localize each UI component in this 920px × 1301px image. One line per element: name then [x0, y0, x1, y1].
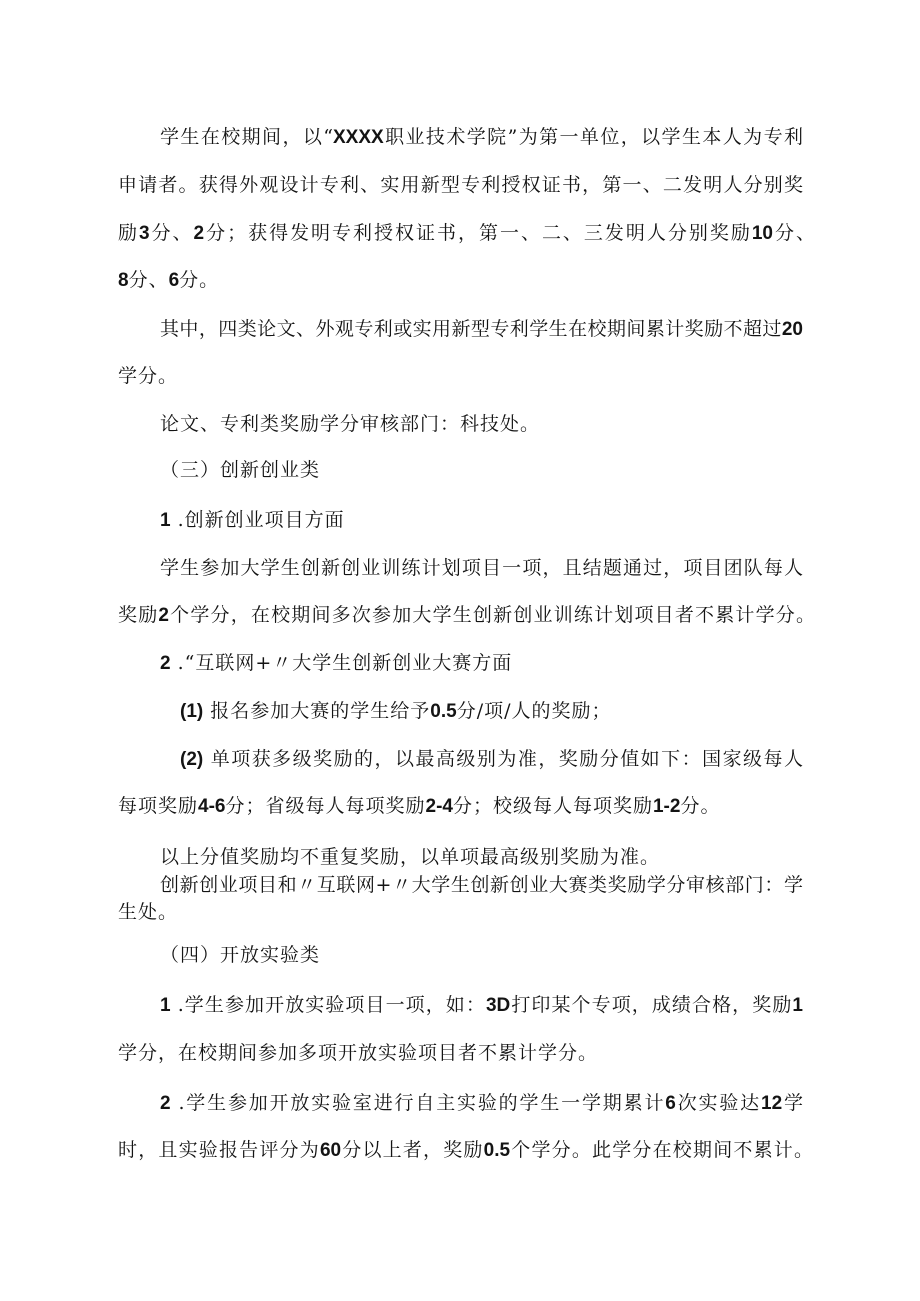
emphasis-text: 2 — [193, 223, 205, 244]
emphasis-text: 3D — [485, 995, 511, 1016]
body-text-line: 申请者。获得外观设计专利、实用新型专利授权证书，第一、二发明人分别奖 — [118, 174, 803, 196]
body-text-line: 其中，四类论文、外观专利或实用新型专利学生在校期间累计奖励不超过20 — [160, 318, 803, 340]
emphasis-text: 12 — [761, 1093, 783, 1114]
body-text-line: 学生参加大学生创新创业训练计划项目一项，且结题通过，项目团队每人 — [160, 557, 803, 579]
emphasis-text: 10 — [751, 223, 773, 244]
body-text-line: 8分、6分。 — [118, 269, 220, 291]
emphasis-text: 4-6 — [198, 796, 226, 817]
emphasis-text: (2) — [180, 749, 204, 770]
body-text-line: 学生在校期间，以“XXXX职业技术学院”为第一单位，以学生本人为专利 — [160, 126, 804, 148]
emphasis-text: 2 — [160, 653, 171, 674]
item-title: 2 .“互联网+〃大学生创新创业大赛方面 — [160, 652, 513, 674]
emphasis-text: 8 — [118, 270, 129, 291]
emphasis-text: 3 — [139, 223, 150, 244]
item-title: 1 .创新创业项目方面 — [160, 509, 345, 531]
emphasis-text: 6 — [665, 1093, 676, 1114]
body-text-line: 学分，在校期间参加多项开放实验项目者不累计学分。 — [118, 1042, 599, 1064]
rule-line: (1) 报名参加大赛的学生给予0.5分/项/人的奖励； — [180, 700, 612, 722]
review-department-note: 论文、专利类奖励学分审核部门：科技处。 — [160, 413, 541, 435]
emphasis-text: 0.5 — [430, 701, 457, 722]
section-heading: （三）创新创业类 — [160, 459, 321, 481]
emphasis-text: 1-2 — [652, 796, 681, 817]
emphasis-text: 20 — [781, 319, 803, 340]
body-text-line: 2 .学生参加开放实验室进行自主实验的学生一学期累计6次实验达12学 — [160, 1092, 803, 1114]
body-text-line: 以上分值奖励均不重复奖励，以单项最高级别奖励为准。 — [160, 846, 661, 868]
section-heading: （四）开放实验类 — [160, 944, 321, 966]
emphasis-text: (1) — [180, 701, 204, 722]
body-text-line: 学分。 — [118, 365, 179, 387]
body-text-line: 时，且实验报告评分为60分以上者，奖励0.5个学分。此学分在校期间不累计。 — [118, 1139, 813, 1161]
emphasis-text: 2 — [158, 605, 169, 626]
emphasis-text: 6 — [168, 270, 180, 291]
emphasis-text: 2-4 — [425, 796, 453, 817]
body-text-line: 奖励2个学分，在校期间多次参加大学生创新创业训练计划项目者不累计学分。 — [118, 604, 815, 626]
review-department-note: 创新创业项目和〃互联网+〃大学生创新创业大赛类奖励学分审核部门：学 — [160, 874, 803, 896]
rule-line: (2) 单项获多级奖励的，以最高级别为准，奖励分值如下：国家级每人 — [180, 748, 803, 770]
emphasis-text: 0.5 — [483, 1140, 511, 1161]
emphasis-text: XXXX — [333, 127, 384, 148]
emphasis-text: 1 — [160, 510, 171, 531]
rule-line: 每项奖励4-6分；省级每人每项奖励2-4分；校级每人每项奖励1-2分。 — [118, 795, 721, 817]
review-department-note: 生处。 — [118, 901, 179, 923]
body-text-line: 励3分、2分；获得发明专利授权证书，第一、二、三发明人分别奖励10分、 — [118, 222, 815, 244]
body-text-line: 1 .学生参加开放实验项目一项，如：3D打印某个专项，成绩合格，奖励1 — [160, 994, 803, 1016]
emphasis-text: 1 — [792, 995, 803, 1016]
emphasis-text: 2 — [160, 1093, 171, 1114]
emphasis-text: 60 — [319, 1140, 342, 1161]
emphasis-text: 1 — [160, 995, 171, 1016]
